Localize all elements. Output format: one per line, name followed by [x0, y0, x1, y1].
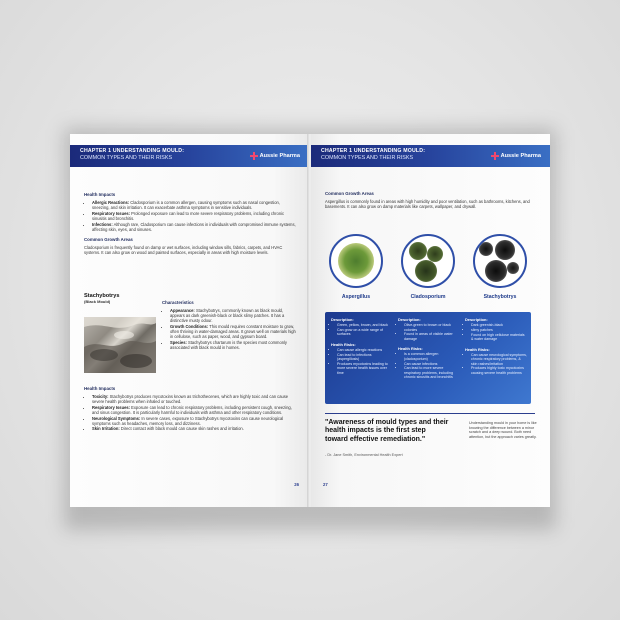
item-text: This mould requires constant moisture to grow, often thriving in water-damaged areas. It grows well on materials high in cellulose, such as paper, wood, and gypsum board. — [170, 323, 296, 340]
list-item: • Green, yellow, brown, and black — [337, 323, 393, 327]
list-item — [170, 340, 297, 350]
item-label: Respiratory Issues: — [92, 404, 130, 410]
description-list — [331, 323, 393, 336]
description-list — [465, 323, 527, 341]
black-mould-photo — [84, 317, 156, 373]
list-item — [92, 222, 297, 232]
list-item: • Is a common allergen (cladosporium) — [404, 352, 460, 361]
list-item: • Can cause neurological symptoms, chronic respiratory problems, & skin rashes/irritation — [471, 353, 527, 366]
stachybotrys-image — [473, 234, 527, 288]
item-text: Direct contact with black mould can cause skin rashes and irritation. — [119, 426, 244, 432]
section-heading: Characteristics — [162, 300, 194, 305]
info-column-stachybotrys — [465, 318, 527, 376]
item-label: Allergic Reactions: — [92, 200, 130, 206]
info-column-aspergillus — [331, 318, 393, 376]
list-item: • Produces mycotoxins leading to more severe health issues over time — [337, 362, 393, 375]
risk-list — [398, 352, 460, 379]
risk-list — [331, 348, 393, 375]
list-item: • Can lead to infections (aspergillosis) — [337, 353, 393, 362]
list-item — [92, 200, 297, 210]
item-text: Cladosporium is a common allergen, causing symptoms such as nasal congestion, sneezing, and skin irritation. It can exacerbate asthma symptoms in sensitive individuals. — [92, 200, 280, 211]
chapter-subtitle: COMMON TYPES AND THEIR RISKS — [321, 155, 414, 161]
mould-subtitle: (Black Mould) — [84, 299, 111, 305]
left-page-header — [70, 145, 309, 167]
list-item — [92, 416, 297, 426]
section-heading: Common Growth Areas — [84, 236, 133, 242]
growth-paragraph: Cladosporium is frequently found on damp or wet surfaces, including window sills, fabrics, carpets, and HVAC systems. It can also grow on wood and painted surfaces, especially in areas with high moisture levels. — [84, 244, 283, 256]
brand-logo — [250, 149, 300, 163]
description-list — [398, 323, 460, 341]
column-heading: Health Risks: — [465, 346, 490, 352]
list-item — [170, 324, 297, 339]
aspergillus-image — [329, 234, 383, 288]
brand-name: Aussie Pharma — [500, 153, 541, 159]
item-text: Stachybotrys chartarum is the species most commonly associated with black mould in homes. — [170, 339, 287, 350]
mould-label: Cladosporium — [410, 294, 446, 300]
chapter-title: CHAPTER 1 UNDERSTANDING MOULD: — [321, 148, 426, 154]
item-text: Exposure can lead to chronic respiratory problems, including persistent cough, sneezing, and sinus congestion. It is particularly harmful to individuals with asthma and other respiratory conditions. — [92, 404, 292, 415]
item-label: Appearance: — [170, 308, 195, 314]
item-text: In severe cases, exposure to Stachybotrys mycotoxins can cause neurological symptoms such as headaches, memory loss, and dizziness. — [92, 415, 284, 426]
list-item — [92, 405, 297, 415]
list-item: • Dark greenish-black — [471, 323, 527, 327]
item-text: Although rare, Cladosporium can cause infections in individuals with compromised immune systems, affecting skin, eyes, and sinuses. — [92, 221, 296, 232]
impacts-list — [84, 200, 297, 232]
list-item: • Can cause allergic reactions — [337, 348, 393, 352]
section-heading: Common Growth Areas — [325, 191, 374, 196]
list-item: • Can cause infections — [404, 362, 460, 366]
right-page-header — [311, 145, 550, 167]
stachybotrys-title-block — [84, 294, 156, 304]
list-item: • Found in areas of visible water damage — [404, 332, 460, 341]
list-item — [92, 394, 297, 404]
section-heading: Health Impacts — [84, 386, 116, 391]
chapter-subtitle: COMMON TYPES AND THEIR RISKS — [80, 155, 173, 161]
page-number: 27 — [323, 482, 328, 487]
side-note: Understanding mould in your home is like knowing the difference between a minor scratch and a deep wound. Both need attention, but the approach varies greatly. — [469, 421, 537, 439]
item-text: Prolonged exposure can lead to more severe respiratory problems, including chronic sinusitis and bronchitis. — [92, 210, 285, 221]
page-number: 26 — [294, 482, 299, 487]
column-heading: Description: — [331, 317, 354, 322]
item-label: Skin Irritation: — [92, 426, 120, 432]
characteristics-section — [162, 300, 297, 351]
growth-paragraph: Aspergillus is commonly found in areas with high humidity and poor ventilation, such as bathrooms, kitchens, and basements. It can also grow on damp materials like carpets, wallpaper, and drywall. — [325, 199, 530, 210]
list-item — [92, 426, 297, 431]
quote-divider — [325, 413, 535, 414]
mould-label: Stachybotrys — [483, 294, 517, 300]
section-heading: Health Impacts — [84, 192, 116, 197]
column-heading: Description: — [398, 317, 421, 322]
risk-list — [465, 353, 527, 375]
item-label: Infections: — [92, 221, 113, 227]
list-item: • Can grow on a wide range of surfaces — [337, 328, 393, 337]
chapter-title: CHAPTER 1 UNDERSTANDING MOULD: — [80, 148, 185, 154]
mould-label: Aspergillus — [341, 294, 371, 300]
medical-cross-icon — [250, 152, 258, 160]
list-item: • slimy patches — [471, 328, 527, 332]
item-text: Stachybotrys produces mycotoxins known as trichothecenes, which are highly toxic and can cause severe health problems when inhaled or touched. — [92, 394, 289, 405]
mould-title: Stachybotrys — [84, 293, 120, 299]
item-label: Species: — [170, 339, 187, 345]
column-heading: Health Risks: — [331, 341, 356, 347]
cladosporium-impacts-section — [84, 192, 297, 255]
list-item: • Can lead to more severe respiratory problems, including chronic sinusitis and bronchitis — [404, 366, 460, 379]
column-heading: Health Risks: — [398, 346, 423, 352]
item-text: Stachybotrys, commonly known as black mould, appears as dark greenish-black or black slimy patches. It has a distinctive musty odour. — [170, 308, 285, 324]
characteristics-list — [162, 308, 297, 350]
item-label: Toxicity: — [92, 394, 109, 400]
item-label: Respiratory Issues: — [92, 210, 130, 216]
list-item: • Found on high cellulose materials & water damage — [471, 333, 527, 342]
stachybotrys-impacts-section — [84, 386, 297, 432]
aspergillus-growth-section — [325, 191, 538, 209]
list-item: • Produces highly toxic mycotoxins causing severe health problems — [471, 366, 527, 375]
info-column-cladosporium — [398, 318, 460, 380]
brand-logo — [491, 149, 541, 163]
list-item — [170, 308, 297, 323]
pull-quote: "Awareness of mould types and their health impacts is the first step toward effective remediation." — [325, 419, 449, 443]
column-heading: Description: — [465, 317, 488, 322]
left-page — [70, 134, 309, 507]
list-item: • Olive-green to brown or black colonies — [404, 323, 460, 332]
brand-name: Aussie Pharma — [259, 153, 300, 159]
medical-cross-icon — [491, 152, 499, 160]
impacts-list — [84, 394, 297, 431]
item-label: Growth Conditions: — [170, 323, 209, 329]
list-item — [92, 211, 297, 221]
item-label: Neurological Symptoms: — [92, 415, 141, 421]
cladosporium-image — [401, 234, 455, 288]
mould-info-panel — [325, 312, 531, 404]
right-page — [311, 134, 550, 507]
quote-attribution: - Dr. Jane Smith, Environmental Health Expert — [325, 453, 403, 457]
